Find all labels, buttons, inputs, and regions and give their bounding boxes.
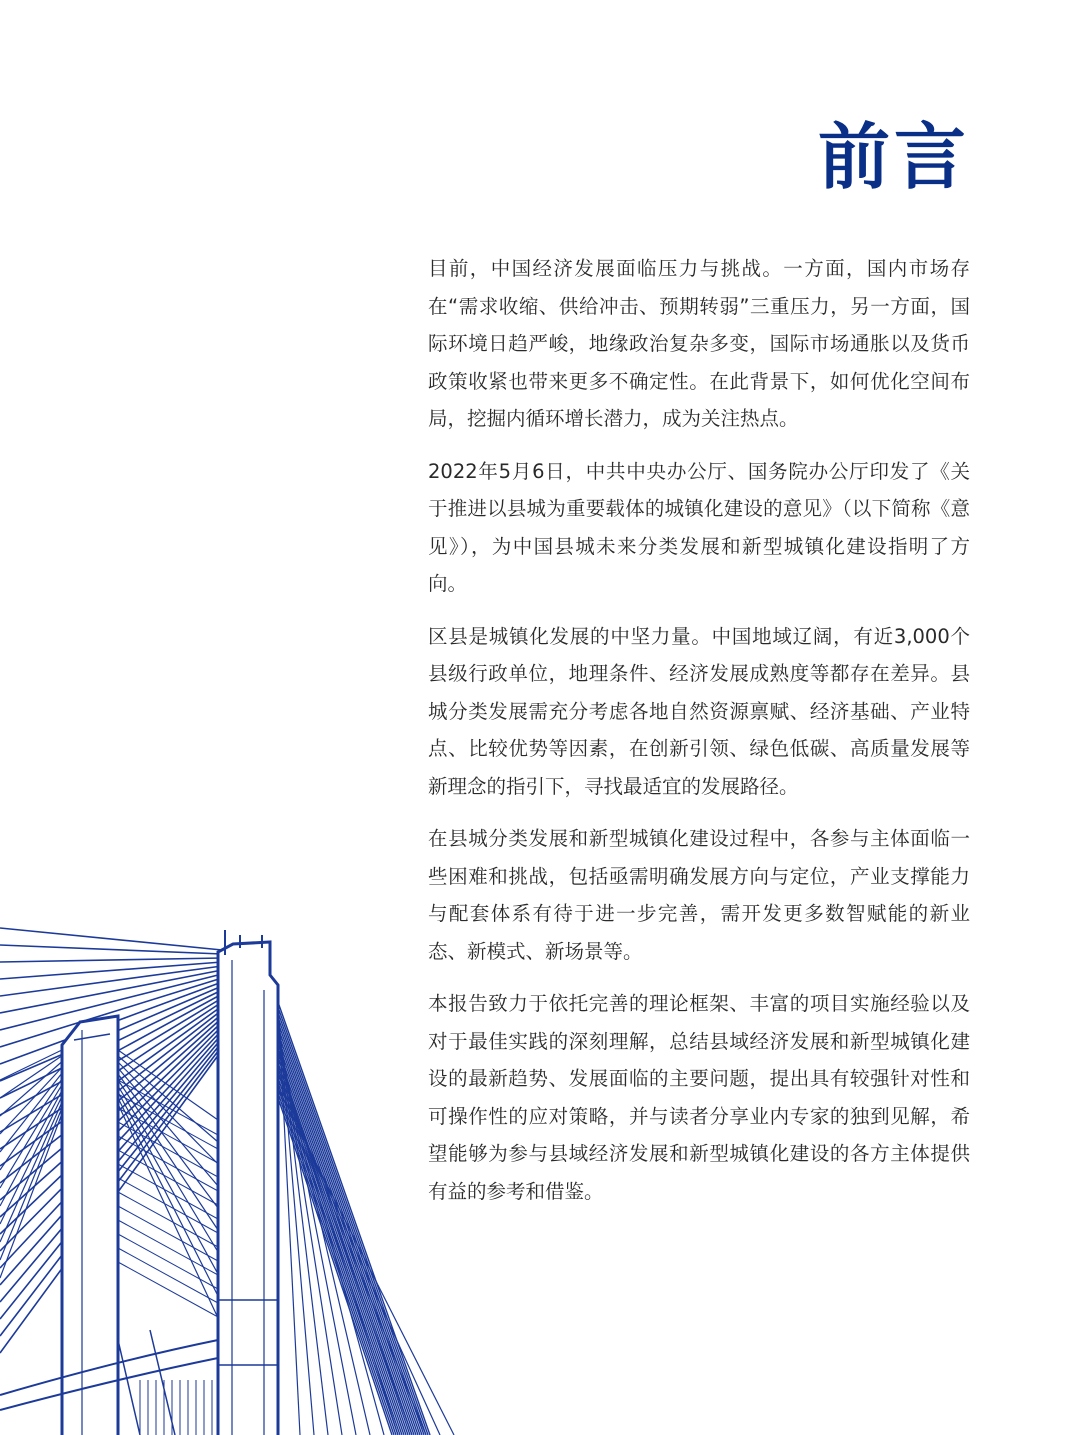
bridge-cable-line: [0, 1053, 66, 1098]
paragraph: 在县城分类发展和新型城镇化建设过程中，各参与主体面临一些困难和挑战，包括亟需明确发展方向与定位，产业支撑能力与配套体系有待于进一步完善，需开发更多数智赋能的新业态、新模式、新场景等。: [428, 827, 970, 963]
bridge-cable-line: [272, 1035, 410, 1435]
bridge-cable-line: [118, 1234, 218, 1289]
bridge-cable-line: [278, 1040, 370, 1435]
bridge-cable-line: [118, 1262, 218, 1317]
bridge-cable-line: [0, 1048, 66, 1080]
bridge-cable-line: [118, 1056, 218, 1142]
paragraph: 本报告致力于依托完善的理论框架、丰富的项目实施经验以及对于最佳实践的深刻理解，总结县域经济发展和新型城镇化建设的最新趋势、发展面临的主要问题，提出具有较强针对性和可操作性的应对策略，并与读者分享业内专家的独到见解，希望能够为参与县域经济发展和新型城镇化建设的各方主体提供有益的参考和借鉴。: [428, 992, 970, 1203]
bridge-cable-line: [272, 1080, 392, 1435]
bridge-cable-line: [272, 1055, 402, 1435]
bridge-cable-line: [0, 970, 222, 1013]
bridge-cable-line: [118, 1092, 218, 1274]
bridge-cable-line: [0, 1078, 66, 1188]
bridge-cable-line: [118, 1094, 218, 1149]
bridge-cable-line: [0, 1030, 222, 1268]
bridge-cable-line: [272, 1070, 396, 1435]
bridge-cable-line: [118, 1220, 218, 1275]
bridge-cable-line: [0, 1083, 66, 1206]
bridge-cables: [0, 928, 454, 1435]
bridge-tower-back: [62, 1016, 118, 1435]
bridge-cable-line: [0, 1002, 222, 1149]
bridge-cable-line: [0, 1042, 222, 1319]
bridge-cable-line: [272, 1025, 414, 1435]
bridge-cable-line: [118, 1164, 218, 1219]
bridge-cable-line: [272, 1010, 420, 1435]
bridge-cable-line: [272, 1015, 418, 1435]
bridge-cable-line: [0, 962, 222, 979]
bridge-cable-line: [272, 990, 428, 1435]
bridge-cable-line: [0, 1050, 222, 1353]
bridge-cable-line: [278, 1008, 314, 1435]
bridge-cable-line: [278, 1056, 398, 1435]
bridge-cable-line: [278, 1032, 356, 1435]
bridge-cable-line: [0, 978, 222, 1047]
bridge-cable-line: [0, 1034, 222, 1285]
bridge-cable-line: [0, 945, 222, 954]
bridge-cable-line: [118, 1150, 218, 1205]
bridge-cable-line: [118, 1206, 218, 1261]
bridge-cable-line: [118, 1136, 218, 1191]
bridge-cable-line: [272, 1005, 422, 1435]
bridge-cable-line: [0, 1103, 66, 1278]
bridge-cable-line: [0, 1014, 222, 1200]
bridge-cable-line: [118, 1086, 218, 1252]
bridge-deck: [0, 1330, 218, 1435]
bridge-cable-line: [118, 1080, 218, 1230]
bridge-cable-line: [0, 998, 222, 1132]
bridge-cable-line: [272, 1030, 412, 1435]
bridge-cable-line: [278, 1000, 300, 1435]
bridge-cable-line: [272, 1065, 398, 1435]
bridge-cable-line: [272, 1075, 394, 1435]
bridge-cable-line: [272, 1060, 400, 1435]
bridge-cable-line: [272, 995, 426, 1435]
bridge-cable-line: [0, 1038, 222, 1302]
bridge-cable-line: [118, 1098, 218, 1296]
bridge-cable-line: [118, 1080, 218, 1135]
bridge-cable-line: [272, 1050, 404, 1435]
bridge-cable-line: [0, 1098, 66, 1260]
bridge-cable-line: [0, 1026, 222, 1251]
bridge-cable-line: [0, 990, 222, 1098]
bridge-cable-line: [278, 1048, 384, 1435]
bridge-cable-line: [0, 1006, 222, 1166]
bridge-cable-line: [0, 982, 222, 1064]
bridge-cable-line: [0, 974, 222, 1030]
paragraph: 区县是城镇化发展的中坚力量。中国地域辽阔，有近3,000个县级行政单位，地理条件、经济发展成熟度等都存在差异。县城分类发展需充分考虑各地自然资源禀赋、经济基础、产业特点、比较优势等因素，在创新引领、绿色低碳、高质量发展等新理念的指引下，寻找最适宜的发展路径。: [428, 624, 970, 798]
bridge-cable-line: [0, 966, 222, 996]
bridge-cable-line: [118, 1248, 218, 1303]
bridge-cable-line: [0, 1022, 222, 1234]
bridge-cable-line: [118, 1122, 218, 1177]
bridge-cable-line: [272, 1000, 424, 1435]
bridge-cable-line: [118, 1178, 218, 1233]
bridge-cable-line: [0, 1088, 66, 1224]
bridge-cable-line: [272, 985, 430, 1435]
bridge-cable-line: [0, 1063, 66, 1134]
bridge-cable-line: [118, 1068, 218, 1186]
bridge-cable-line: [272, 1040, 408, 1435]
body-text: [428, 250, 970, 1225]
bridge-cable-line: [278, 1064, 412, 1435]
page-title: 前言: [817, 115, 970, 199]
paragraph: 2022年5月6日，中共中央办公厅、国务院办公厅印发了《关于推进以县城为重要载体的城镇化建设的意见》（以下简称《意见》），为中国县城未来分类发展和新型城镇化建设指明了方向。: [428, 459, 970, 595]
bridge-cable-line: [0, 958, 222, 962]
bridge-cable-line: [0, 1058, 66, 1116]
bridge-cable-line: [272, 1045, 406, 1435]
bridge-cable-line: [278, 1016, 328, 1435]
bridge-cable-line: [118, 1104, 218, 1318]
bridge-cable-line: [0, 1010, 222, 1183]
bridge-cable-line: [0, 928, 222, 950]
bridge-cable-line: [0, 1018, 222, 1217]
paragraph: 目前，中国经济发展面临压力与挑战。一方面，国内市场存在“需求收缩、供给冲击、预期转弱”三重压力，另一方面，国际环境日趋严峻，地缘政治复杂多变，国际市场通胀以及货币政策收紧也带来更多不确定性。在此背景下，如何优化空间布局，挖掘内循环增长潜力，成为关注热点。: [428, 257, 970, 430]
bridge-cable-line: [118, 1192, 218, 1247]
bridge-cable-line: [0, 1073, 66, 1170]
bridge-cable-line: [0, 1093, 66, 1242]
bridge-cable-line: [278, 1080, 440, 1435]
bridge-cable-line: [0, 994, 222, 1115]
bridge-cable-line: [118, 1074, 218, 1208]
bridge-tower-front: [218, 930, 278, 1435]
bridge-cable-line: [272, 1020, 416, 1435]
bridge-cable-line: [118, 1062, 218, 1164]
bridge-cable-line: [0, 1068, 66, 1152]
bridge-cable-line: [278, 1024, 342, 1435]
bridge-cable-line: [118, 1108, 218, 1163]
bridge-cable-line: [118, 1050, 218, 1120]
bridge-cable-line: [0, 986, 222, 1081]
bridge-cable-line: [0, 1046, 222, 1336]
bridge-cable-line: [278, 1072, 426, 1435]
